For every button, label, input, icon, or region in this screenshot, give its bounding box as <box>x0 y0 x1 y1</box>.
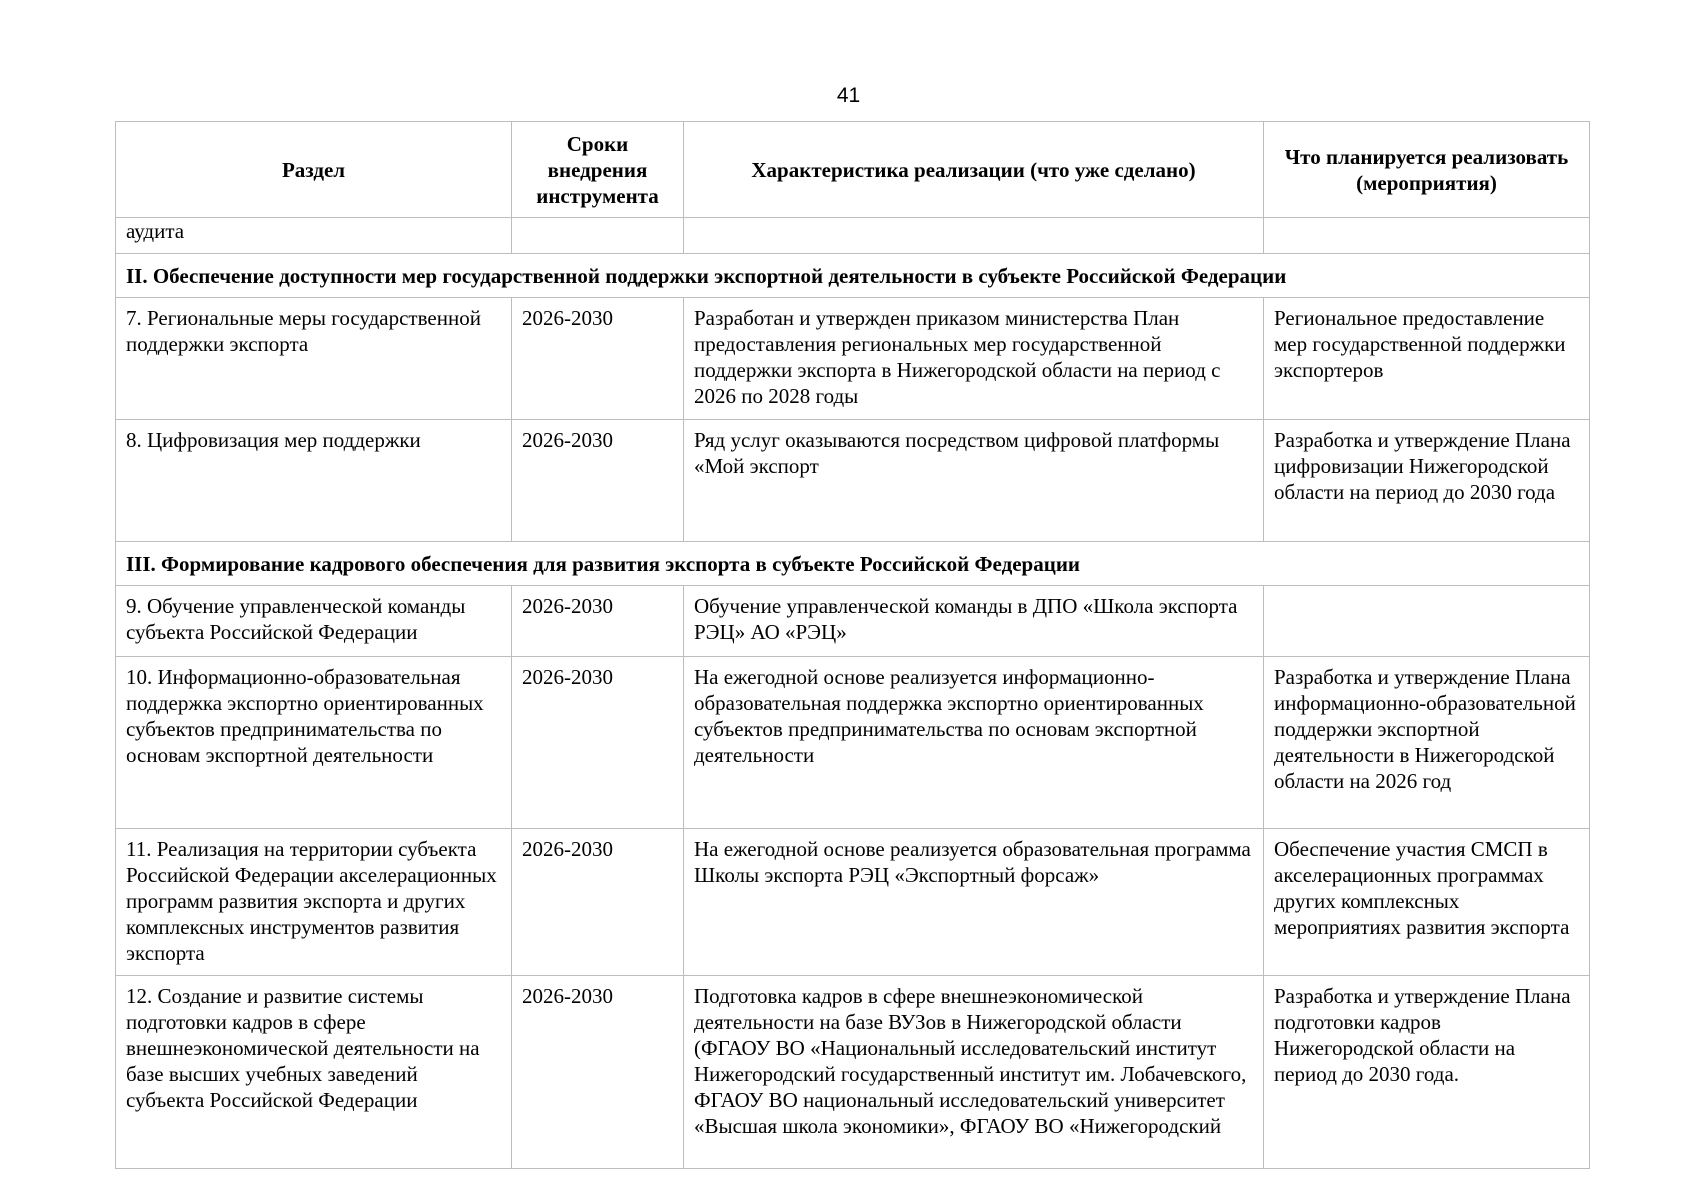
cell-done: Разработан и утвержден приказом министерства План предоставления региональных мер государственной поддержки экспорта в Нижегородской области на период с 2026 по 2028 годы <box>684 298 1264 420</box>
table-row <box>116 420 1590 542</box>
cell-terms: 2026-2030 <box>512 976 684 1169</box>
header-done: Характеристика реализации (что уже сделано) <box>684 122 1264 218</box>
table-row <box>116 829 1590 976</box>
header-section: Раздел <box>116 122 512 218</box>
table-header-row <box>116 122 1590 218</box>
table-row <box>116 976 1590 1169</box>
cell-section: 8. Цифровизация мер поддержки <box>116 420 512 542</box>
cell-planned: Обеспечение участия СМСП в акселерационных программах других комплексных мероприятиях развития экспорта <box>1264 829 1590 976</box>
cell-planned <box>1264 586 1590 657</box>
table-row <box>116 586 1590 657</box>
cell-planned: Разработка и утверждение Плана цифровизации Нижегородской области на период до 2030 года <box>1264 420 1590 542</box>
cell-section: 12. Создание и развитие системы подготовки кадров в сфере внешнеэкономической деятельности на базе высших учебных заведений субъекта Российской Федерации <box>116 976 512 1169</box>
cell-section: аудита <box>116 218 512 254</box>
table-row-continuation <box>116 218 1590 254</box>
page-number: 41 <box>836 84 861 107</box>
cell-done: Ряд услуг оказываются посредством цифровой платформы «Мой экспорт <box>684 420 1264 542</box>
cell-terms: 2026-2030 <box>512 586 684 657</box>
cell-done: На ежегодной основе реализуется информационно-образовательная поддержка экспортно ориентированных субъектов предпринимательства по основам экспортной деятельности <box>684 657 1264 829</box>
cell-section: 7. Региональные меры государственной поддержки экспорта <box>116 298 512 420</box>
cell-section: 10. Информационно-образовательная поддержка экспортно ориентированных субъектов предпринимательства по основам экспортной деятельности <box>116 657 512 829</box>
cell-planned <box>1264 218 1590 254</box>
cell-terms: 2026-2030 <box>512 829 684 976</box>
cell-done: На ежегодной основе реализуется образовательная программа Школы экспорта РЭЦ «Экспортный форсаж» <box>684 829 1264 976</box>
table-row <box>116 657 1590 829</box>
section-heading-row <box>116 254 1590 298</box>
section-heading-row <box>116 542 1590 586</box>
cell-section: 9. Обучение управленческой команды субъекта Российской Федерации <box>116 586 512 657</box>
section-heading-3: III. Формирование кадрового обеспечения для развития экспорта в субъекте Российской Федерации <box>116 542 1590 586</box>
table-row <box>116 298 1590 420</box>
cell-terms: 2026-2030 <box>512 657 684 829</box>
cell-terms: 2026-2030 <box>512 298 684 420</box>
cell-planned: Разработка и утверждение Плана информационно-образовательной поддержки экспортной деятельности в Нижегородской области на 2026 год <box>1264 657 1590 829</box>
cell-done <box>684 218 1264 254</box>
header-planned: Что планируется реализовать (мероприятия) <box>1264 122 1590 218</box>
section-heading-2: II. Обеспечение доступности мер государственной поддержки экспортной деятельности в субъекте Российской Федерации <box>116 254 1590 298</box>
cell-planned: Разработка и утверждение Плана подготовки кадров Нижегородской области на период до 2030 года. <box>1264 976 1590 1169</box>
cell-done: Подготовка кадров в сфере внешнеэкономической деятельности на базе ВУЗов в Нижегородской области (ФГАОУ ВО «Национальный исследовательский институт Нижегородский государственный институт им. Лобачевского, ФГАОУ ВО национальный исследовательский университет «Высшая школа экономики», ФГАОУ ВО «Нижегородский <box>684 976 1264 1169</box>
export-plan-table <box>115 121 1590 1169</box>
cell-planned: Региональное предоставление мер государственной поддержки экспортеров <box>1264 298 1590 420</box>
cell-section: 11. Реализация на территории субъекта Российской Федерации акселерационных программ развития экспорта и других комплексных инструментов развития экспорта <box>116 829 512 976</box>
header-terms: Сроки внедрения инструмента <box>512 122 684 218</box>
cell-done: Обучение управленческой команды в ДПО «Школа экспорта РЭЦ» АО «РЭЦ» <box>684 586 1264 657</box>
cell-terms <box>512 218 684 254</box>
cell-terms: 2026-2030 <box>512 420 684 542</box>
